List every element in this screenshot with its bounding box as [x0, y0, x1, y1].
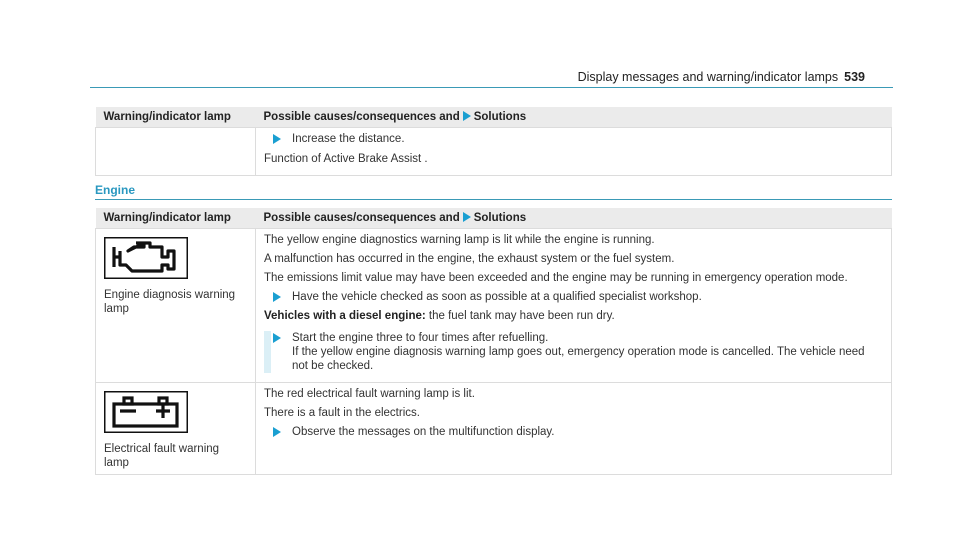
arrow-icon: [463, 111, 471, 121]
cause-line: There is a fault in the electrics.: [264, 407, 420, 419]
cause-line: The yellow engine diagnostics warning lamp is lit while the engine is running.: [264, 234, 655, 246]
lamp-cell: [96, 229, 256, 383]
cause-line: A malfunction has occurred in the engine, the exhaust system or the fuel system.: [264, 253, 675, 265]
lamp-label: Engine diagnosis warning lamp: [104, 289, 236, 315]
arrow-icon: [273, 333, 281, 343]
note-text: Function of Active Brake Assist .: [264, 153, 428, 165]
table-engine: [95, 208, 892, 475]
causes-cell: [256, 128, 892, 176]
page-number: 539: [844, 70, 865, 84]
running-header: [578, 70, 865, 84]
causes-cell: [256, 383, 892, 475]
table-continued: [95, 107, 892, 176]
col-header-causes: Possible causes/consequences and Solutions: [256, 208, 892, 229]
lamp-cell: [96, 383, 256, 475]
lamp-label: Electrical fault warning lamp: [104, 443, 220, 469]
col-header-lamp: Warning/indicator lamp: [96, 107, 256, 128]
section-title: Engine: [95, 183, 136, 197]
table-header-row: [96, 208, 892, 229]
arrow-icon: [463, 212, 471, 222]
cause-line: The emissions limit value may have been exceeded and the engine may be running in emergency operation mode.: [264, 272, 848, 284]
arrow-icon: [273, 134, 281, 144]
header-rule: [90, 87, 893, 88]
list-item: Increase the distance.: [264, 132, 883, 146]
list-item: Start the engine three to four times after refuelling. If the yellow engine diagnosis warning lamp goes out, emergency operation mode is cancelled. The vehicle need not be checked.: [264, 331, 883, 373]
col-header-lamp: Warning/indicator lamp: [96, 208, 256, 229]
arrow-icon: [273, 427, 281, 437]
list-item: Observe the messages on the multifunction display.: [264, 425, 883, 439]
table-row: [96, 229, 892, 383]
section-rule: [95, 199, 892, 200]
table-header-row: [96, 107, 892, 128]
engine-icon: [104, 237, 188, 279]
causes-cell: [256, 229, 892, 383]
battery-icon: [104, 391, 188, 433]
cause-line: The red electrical fault warning lamp is lit.: [264, 388, 475, 400]
table-row: [96, 383, 892, 475]
diesel-note: Vehicles with a diesel engine: the fuel tank may have been run dry.: [264, 310, 615, 322]
list-item: Have the vehicle checked as soon as possible at a qualified specialist workshop.: [264, 290, 883, 304]
col-header-causes: Possible causes/consequences and Solutions: [256, 107, 892, 128]
lamp-cell-empty: [96, 128, 256, 176]
header-title: Display messages and warning/indicator lamps: [577, 70, 839, 84]
arrow-icon: [273, 292, 281, 302]
table-row: [96, 128, 892, 176]
